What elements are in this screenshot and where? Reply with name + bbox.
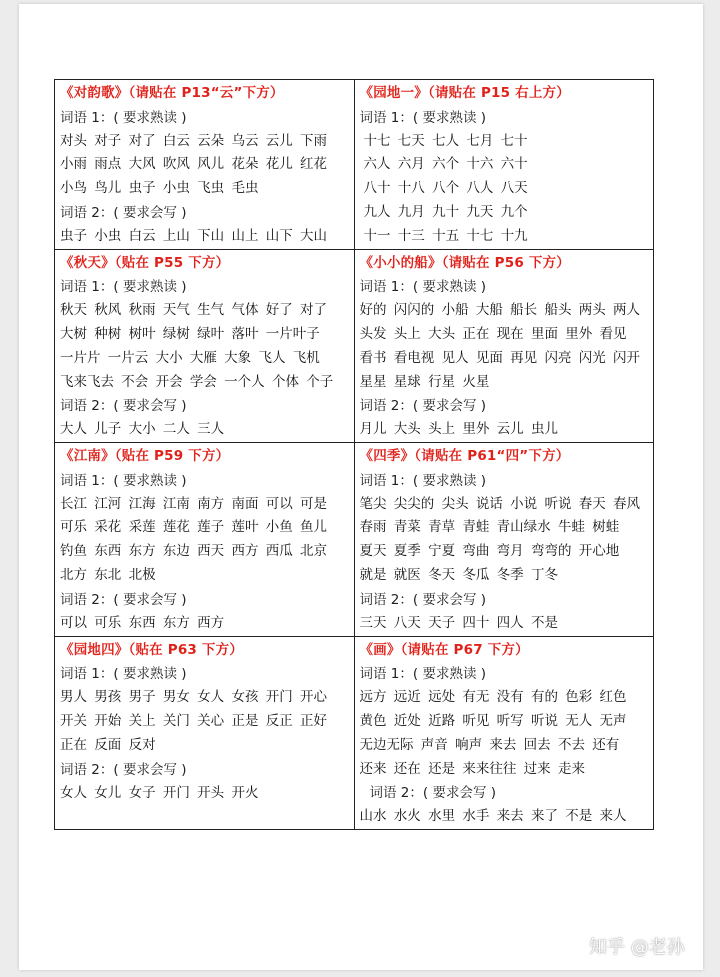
vocab1-label: 词语 1：( 要求熟读 ) — [359, 109, 486, 126]
word-line: 九人 九月 九十 九天 九个 — [363, 203, 528, 220]
vocab2-label: 词语 2：( 要求会写 ) — [369, 785, 496, 802]
table-row — [55, 636, 654, 829]
word-line: 女人 女儿 女子 开门 开头 开火 — [60, 784, 259, 801]
word-line: 小雨 雨点 大风 吹风 风儿 花朵 花儿 红花 — [60, 156, 328, 173]
word-line: 六人 六月 六个 十六 六十 — [363, 156, 528, 173]
vocab1-label: 词语 1：( 要求熟读 ) — [60, 666, 187, 683]
vocab1-label: 词语 1：( 要求熟读 ) — [359, 279, 486, 296]
section-cell — [55, 80, 355, 250]
word-line: 头发 头上 大头 正在 现在 里面 里外 看见 — [359, 325, 627, 342]
section-cell — [354, 249, 654, 442]
section-title: 《小小的船》（请贴在 P56 下方） — [359, 254, 570, 271]
word-line: 笔尖 尖尖的 尖头 说话 小说 听说 春天 春风 — [359, 495, 641, 512]
word-line: 可以 可乐 东西 东方 西方 — [60, 614, 225, 631]
vocab2-label: 词语 2：( 要求会写 ) — [60, 398, 187, 415]
word-line: 三天 八天 天子 四十 四人 不是 — [359, 614, 558, 631]
section-cell — [55, 443, 355, 636]
watermark: 知乎 @老孙 — [589, 937, 685, 958]
section-title: 《江南》（贴在 P59 下方） — [60, 448, 230, 465]
word-line: 钓鱼 东西 东方 东边 西天 西方 西瓜 北京 — [60, 543, 328, 560]
section-title: 《对韵歌》（请贴在 P13“云”下方） — [60, 85, 284, 101]
section-title: 《园地四》（贴在 P63 下方） — [60, 641, 244, 658]
vocab1-label: 词语 1：( 要求熟读 ) — [60, 109, 187, 126]
vocab2-label: 词语 2：( 要求会写 ) — [60, 591, 187, 608]
table-row — [55, 443, 654, 636]
word-line: 八十 十八 八个 八人 八天 — [363, 180, 528, 197]
word-line: 山水 水火 水里 水手 来去 来了 不是 来人 — [359, 808, 627, 825]
vocab2-label: 词语 2：( 要求会写 ) — [60, 761, 187, 778]
table-row — [55, 249, 654, 442]
word-line: 飞来飞去 不会 开会 学会 一个人 个体 个子 — [60, 373, 334, 390]
section-cell — [55, 636, 355, 829]
word-line: 好的 闪闪的 小船 大船 船长 船头 两头 两人 — [359, 302, 641, 319]
word-line: 春雨 青菜 青草 青蛙 青山绿水 牛蛙 树蛙 — [359, 519, 620, 536]
section-cell — [354, 443, 654, 636]
section-cell — [354, 636, 654, 829]
section-title: 《画》（请贴在 P67 下方） — [359, 641, 529, 658]
word-line: 一片片 一片云 大小 大雁 大象 飞人 飞机 — [60, 349, 320, 366]
section-title: 《秋天》（贴在 P55 下方） — [60, 254, 230, 271]
word-line: 长江 江河 江海 江南 南方 南面 可以 可是 — [60, 495, 328, 512]
vocab1-label: 词语 1：( 要求熟读 ) — [60, 279, 187, 296]
vocab2-label: 词语 2：( 要求会写 ) — [359, 398, 486, 415]
word-line: 可乐 采花 采莲 莲花 莲子 莲叶 小鱼 鱼儿 — [60, 519, 328, 536]
word-line: 远方 远近 远处 有无 没有 有的 色彩 红色 — [359, 689, 627, 706]
table-row — [55, 80, 654, 250]
word-line: 男人 男孩 男子 男女 女人 女孩 开门 开心 — [60, 689, 328, 706]
section-title: 《园地一》（请贴在 P15 右上方） — [359, 85, 570, 101]
document-page — [19, 4, 703, 970]
vocab1-label: 词语 1：( 要求熟读 ) — [359, 666, 486, 683]
vocab1-label: 词语 1：( 要求熟读 ) — [60, 472, 187, 489]
word-line: 就是 就医 冬天 冬瓜 冬季 丁冬 — [359, 567, 558, 584]
word-line: 星星 星球 行星 火星 — [359, 373, 490, 390]
word-line: 十一 十三 十五 十七 十九 — [363, 227, 528, 244]
word-line: 小鸟 鸟儿 虫子 小虫 飞虫 毛虫 — [60, 180, 259, 197]
word-line: 夏天 夏季 宁夏 弯曲 弯月 弯弯的 开心地 — [359, 543, 620, 560]
word-line: 开关 开始 关上 关门 关心 正是 反正 正好 — [60, 712, 328, 729]
word-line: 正在 反面 反对 — [60, 736, 156, 753]
word-line: 大树 种树 树叶 绿树 绿叶 落叶 一片叶子 — [60, 325, 320, 342]
word-line: 无边无际 声音 响声 来去 回去 不去 还有 — [359, 736, 620, 753]
word-line: 月儿 大头 头上 里外 云儿 虫儿 — [359, 421, 558, 438]
section-cell — [55, 249, 355, 442]
word-line: 还来 还在 还是 来来往往 过来 走来 — [359, 760, 585, 777]
vocab2-label: 词语 2：( 要求会写 ) — [359, 591, 486, 608]
vocab2-label: 词语 2：( 要求会写 ) — [60, 204, 187, 221]
word-line: 秋天 秋风 秋雨 天气 生气 气体 好了 对了 — [60, 302, 328, 319]
word-line: 黄色 近处 近路 听见 听写 听说 无人 无声 — [359, 712, 627, 729]
section-title: 《四季》（请贴在 P61“四”下方） — [359, 448, 570, 465]
section-cell — [354, 80, 654, 250]
word-line: 对头 对子 对了 白云 云朵 乌云 云儿 下雨 — [60, 132, 328, 149]
word-line: 十七 七天 七人 七月 七十 — [363, 132, 528, 149]
vocab1-label: 词语 1：( 要求熟读 ) — [359, 472, 486, 489]
word-line: 大人 儿子 大小 二人 三人 — [60, 421, 225, 438]
word-line: 看书 看电视 见人 见面 再见 闪亮 闪光 闪开 — [359, 349, 641, 366]
word-line: 虫子 小虫 白云 上山 下山 山上 山下 大山 — [60, 227, 328, 244]
vocab-table — [54, 79, 654, 830]
word-line: 北方 东北 北极 — [60, 567, 156, 584]
